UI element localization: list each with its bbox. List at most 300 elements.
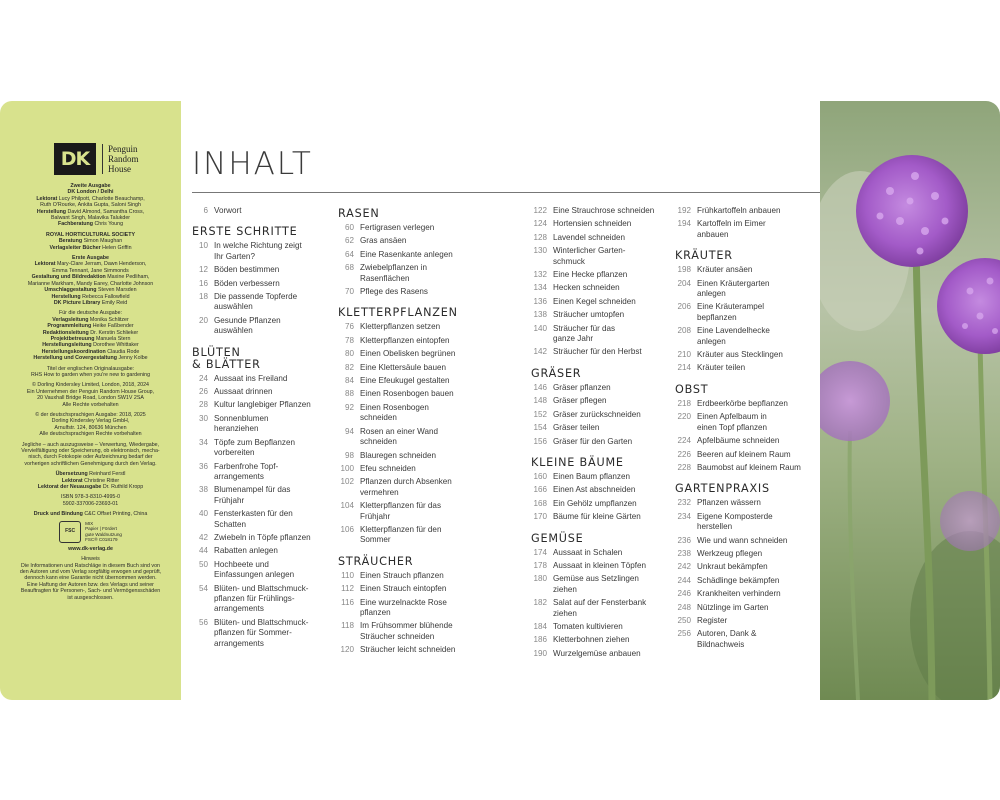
imprint-names: Heike Faßbender xyxy=(92,323,134,330)
toc-section-heading: STRÄUCHER xyxy=(338,554,414,568)
fsc-text-line: Papier | Fördert xyxy=(85,526,117,532)
toc-page-number: 98 xyxy=(344,450,354,460)
toc-entry-label: Die passende Topferde auswählen xyxy=(214,292,298,312)
toc-column-1 xyxy=(192,206,332,652)
imprint-heading: ROYAL HORTICULTURAL SOCIETY xyxy=(46,231,135,238)
toc-entry-label: Fensterkasten für den Schatten xyxy=(214,509,293,529)
toc-entry-label: Blumenampel für das Frühjahr xyxy=(214,485,291,505)
imprint-role: Verlagsleitung xyxy=(52,316,90,323)
toc-entry-label: Hortensien schneiden xyxy=(553,219,632,229)
toc-page-number: 130 xyxy=(533,246,547,256)
toc-page-number: 44 xyxy=(198,546,208,556)
imprint-names: Reinhard Ferstl xyxy=(89,471,126,478)
toc-page-number: 100 xyxy=(340,463,354,473)
toc-entry xyxy=(531,472,675,482)
imprint-role: Herstellung xyxy=(36,208,68,215)
dk-penguin-random-house-logo xyxy=(54,143,175,175)
toc-entry-label: Pflanzen wässern xyxy=(697,498,761,508)
toc-entry xyxy=(192,438,332,459)
toc-entry xyxy=(192,462,332,483)
toc-entry xyxy=(531,512,675,522)
toc-entry xyxy=(192,546,332,556)
toc-section-heading: GRÄSER xyxy=(531,366,582,380)
notice-line: Beauftragten für Personen-, Sach- und Vermögensschäden xyxy=(20,588,161,595)
toc-page-number: 250 xyxy=(677,615,691,625)
toc-entry xyxy=(531,635,675,645)
toc-entry-label: Gemüse aus Setzlingen ziehen xyxy=(553,574,639,594)
toc-entry xyxy=(192,560,332,581)
toc-entry xyxy=(338,584,528,594)
toc-page-number: 146 xyxy=(533,382,547,392)
toc-entry-label: Eine Lavendelhecke anlegen xyxy=(697,326,770,346)
toc-section-heading: ERSTE SCHRITTE xyxy=(192,225,298,239)
toc-page-number: 248 xyxy=(677,602,691,612)
imprint-role: Herstellung xyxy=(51,293,83,300)
toc-entry-label: Sträucher für das ganze Jahr xyxy=(553,323,616,344)
toc-entry-label: Einen Apfelbaum in einen Topf pflanzen xyxy=(697,412,768,432)
imprint-text-line: 20 Vauxhall Bridge Road, London SW1V 2SA xyxy=(37,395,144,402)
imprint-text-line: RHS How to garden when you're new to gardening xyxy=(30,371,151,378)
imprint-text-line: © der deutschsprachigen Ausgabe: 2018, 2025 xyxy=(35,412,146,418)
toc-column-2 xyxy=(338,206,528,659)
imprint-text-line: Balwant Singh, Malavika Talukder xyxy=(50,215,131,222)
imprint-role: Programmleitung xyxy=(47,323,93,330)
toc-entry-label: Einen Strauch pflanzen xyxy=(360,570,444,580)
toc-page-number: 170 xyxy=(533,512,547,522)
toc-page-number: 112 xyxy=(341,584,354,594)
toc-entry-label: Kräuter ansäen xyxy=(697,265,753,275)
toc-entry xyxy=(675,549,820,559)
toc-entry-label: Unkraut bekämpfen xyxy=(697,562,768,572)
imprint-line xyxy=(6,461,175,467)
toc-entry xyxy=(675,536,820,546)
toc-page-number: 154 xyxy=(533,423,547,433)
notice-line: Hinweis xyxy=(81,556,100,563)
fsc-label xyxy=(6,521,175,543)
imprint-names: Claudia Rode xyxy=(107,348,140,355)
imprint-names: Emily Reid xyxy=(101,299,128,306)
allium-flower-photo xyxy=(820,101,1000,700)
imprint-text-line: Titel der englischen Originalausgabe: xyxy=(46,365,135,372)
toc-title: INHALT xyxy=(192,146,313,182)
toc-entry-label: Zwiebeln in Töpfe pflanzen xyxy=(214,532,311,542)
toc-entry-label: Einen Obelisken begrünen xyxy=(360,349,456,359)
toc-entry xyxy=(338,645,528,655)
toc-page-number: 174 xyxy=(533,547,547,557)
toc-entry xyxy=(192,316,332,337)
imprint-names: Christine Ritter xyxy=(84,477,120,484)
toc-entry-label: Blüten- und Blattschmuck- pflanzen für Frühlings- arrangements xyxy=(214,583,309,614)
toc-entry xyxy=(338,525,528,546)
toc-page-number: 62 xyxy=(344,236,354,246)
toc-entry xyxy=(338,621,528,642)
toc-page-number: 88 xyxy=(344,389,354,399)
toc-page-number: 118 xyxy=(341,621,354,631)
toc-page-number: 136 xyxy=(533,296,547,306)
imprint-role: Lektorat xyxy=(61,477,85,484)
toc-entry-label: Sträucher für den Herbst xyxy=(553,347,642,357)
toc-entry xyxy=(531,324,675,345)
toc-entry-label: Aussaat in Schalen xyxy=(553,547,623,557)
toc-page-number: 24 xyxy=(198,373,208,383)
toc-page-number: 138 xyxy=(533,310,547,320)
imprint-text-line: ISBN 978-3-8310-4995-0 xyxy=(60,494,121,501)
toc-entry-label: Kletterpflanzen für das Frühjahr xyxy=(360,501,441,521)
toc-entry-label: Aussaat drinnen xyxy=(214,387,273,397)
toc-entry-label: Apfelbäume schneiden xyxy=(697,436,780,446)
toc-page-number: 42 xyxy=(198,532,208,542)
imprint-names: Simon Maughan xyxy=(83,238,123,245)
toc-page-number: 156 xyxy=(533,436,547,446)
imprint-names: Monika Schlitzer xyxy=(89,316,129,323)
toc-page-number: 228 xyxy=(677,462,691,472)
toc-entry-label: Autoren, Dank & Bildnachweis xyxy=(697,629,757,649)
toc-entry-label: Kräuter teilen xyxy=(697,363,746,373)
imprint-names: Dorothee Whittaker xyxy=(93,342,139,349)
toc-page-number: 28 xyxy=(198,400,208,410)
imprint-text-line: © Dorling Kindersley Limited, London, 2018, 2024 xyxy=(32,382,149,389)
toc-entry xyxy=(531,561,675,571)
fsc-text-line: FSC® C018179 xyxy=(85,537,118,543)
toc-entry-label: Aussaat in kleinen Töpfen xyxy=(553,560,646,570)
toc-page-number: 226 xyxy=(677,449,691,459)
toc-page-number: 36 xyxy=(198,461,208,471)
toc-entry-label: Eine Klettersäule bauen xyxy=(360,362,446,372)
toc-entry-label: Gesunde Pflanzen auswählen xyxy=(214,315,281,336)
toc-entry xyxy=(675,512,820,533)
allium-illustration xyxy=(820,101,1000,700)
imprint-role: Herstellungsleitung xyxy=(42,342,94,349)
toc-entry xyxy=(675,350,820,360)
toc-page-number: 64 xyxy=(344,249,354,259)
toc-page-number: 60 xyxy=(344,223,354,232)
toc-page-number: 110 xyxy=(341,570,354,580)
imprint-names: Manuela Stern xyxy=(95,335,131,342)
imprint-text-line: Arnulfstr. 124, 80636 München xyxy=(54,424,127,431)
toc-page-number: 38 xyxy=(198,485,208,495)
publisher-line: House xyxy=(108,164,131,174)
toc-page-number: 124 xyxy=(533,219,547,229)
toc-page-number: 120 xyxy=(340,645,354,655)
title-rule xyxy=(192,192,820,193)
toc-entry xyxy=(338,250,528,260)
toc-entry-label: Zwiebelpflanzen in Rasenflächen xyxy=(360,263,428,283)
imprint-names: Lucy Philpott, Charlotte Beauchamp, xyxy=(58,195,145,202)
toc-entry-label: Einen Rosenbogen schneiden xyxy=(360,402,429,423)
toc-entry xyxy=(192,509,332,530)
toc-section-heading: RASEN xyxy=(338,207,380,220)
toc-entry xyxy=(192,387,332,397)
toc-entry xyxy=(531,270,675,280)
toc-page-number: 106 xyxy=(340,524,354,534)
toc-entry xyxy=(531,297,675,307)
toc-entry xyxy=(531,649,675,659)
imprint-text-line: Marianne Markham, Mandy Earey, Charlotte Johnson xyxy=(27,280,154,287)
toc-page-number: 128 xyxy=(533,232,547,242)
toc-page-number: 152 xyxy=(533,409,547,419)
toc-section-heading: BLÜTEN & BLÄTTER xyxy=(192,345,261,371)
toc-entry-label: Bäume für kleine Gärten xyxy=(553,512,641,522)
toc-page-number: 10 xyxy=(198,241,208,251)
imprint-role: Beratung xyxy=(58,238,84,245)
toc-page-number: 70 xyxy=(344,287,354,297)
imprint-text-line: 5902-337006-23693-01 xyxy=(62,500,119,507)
toc-entry-label: Eigene Komposterde herstellen xyxy=(697,511,773,532)
imprint-names: Rebecca Fallowfield xyxy=(82,293,130,300)
imprint-role: Herstellung und Covergestaltung xyxy=(33,355,119,362)
toc-page-number: 102 xyxy=(340,477,354,487)
toc-entry xyxy=(531,219,675,229)
toc-entry-label: Einen Strauch eintopfen xyxy=(360,584,447,594)
toc-entry xyxy=(531,233,675,243)
toc-entry xyxy=(675,450,820,460)
toc-entry xyxy=(338,287,528,297)
toc-page-number: 68 xyxy=(344,263,354,273)
toc-entry xyxy=(192,618,332,649)
toc-entry-label: Gräser für den Garten xyxy=(553,436,633,446)
toc-entry xyxy=(338,322,528,332)
imprint-heading: Zweite Ausgabe xyxy=(70,183,111,189)
toc-column-4 xyxy=(675,206,820,653)
imprint-role: Umschlaggestaltung xyxy=(44,287,98,294)
imprint-role: Lektorat xyxy=(36,195,59,202)
toc-page-number: 82 xyxy=(344,362,354,372)
toc-entry xyxy=(675,399,820,409)
fsc-tree-icon: FSC xyxy=(59,521,81,543)
toc-page-number: 134 xyxy=(533,283,547,293)
toc-page-number: 198 xyxy=(677,265,691,275)
toc-entry xyxy=(531,396,675,406)
imprint-names: Maxine Pedliham, xyxy=(107,274,150,281)
toc-page-number: 160 xyxy=(533,471,547,481)
toc-page-number: 76 xyxy=(344,322,354,332)
imprint-text-line: Alle Rechte vorbehalten xyxy=(62,401,119,408)
imprint-names: Helen Griffin xyxy=(102,244,132,251)
toc-page-number: 84 xyxy=(344,376,354,386)
toc-entry-label: Schädlinge bekämpfen xyxy=(697,575,780,585)
toc-entry xyxy=(338,464,528,474)
toc-entry xyxy=(675,463,820,473)
toc-page-number: 132 xyxy=(533,270,547,280)
toc-page-number: 148 xyxy=(533,396,547,406)
imprint-heading: Erste Ausgabe xyxy=(72,255,109,262)
toc-entry xyxy=(192,206,332,216)
toc-entry-label: Register xyxy=(697,615,728,625)
toc-entry xyxy=(192,265,332,275)
toc-entry-label: Tomaten kultivieren xyxy=(553,621,623,631)
toc-entry xyxy=(675,589,820,599)
notice-line: dennoch kann eine Garantie nicht übernommen werden. xyxy=(24,575,157,582)
toc-page-number: 234 xyxy=(677,511,691,521)
toc-entry xyxy=(192,533,332,543)
toc-entry xyxy=(531,437,675,447)
toc-page-number: 56 xyxy=(198,617,208,627)
toc-page-number: 92 xyxy=(344,402,354,412)
toc-page-number: 204 xyxy=(677,278,691,288)
toc-entry xyxy=(338,477,528,498)
toc-entry-label: Kletterpflanzen setzen xyxy=(360,322,441,332)
imprint-text-line: Dorling Kindersley Verlag GmbH, xyxy=(51,418,130,425)
toc-entry xyxy=(675,326,820,347)
imprint-role: Gestaltung und Bildredaktion xyxy=(31,274,108,281)
toc-entry-label: Gras ansäen xyxy=(360,236,407,246)
imprint-role: Herstellungskoordination xyxy=(41,348,108,355)
toc-page-number: 26 xyxy=(198,387,208,397)
imprint-text-line: nisch, durch Fotokopie oder Aufzeichnung bedarf der xyxy=(28,454,153,461)
toc-entry xyxy=(192,292,332,313)
toc-entry xyxy=(338,598,528,619)
toc-entry xyxy=(675,576,820,586)
toc-entry-label: Beeren auf kleinem Raum xyxy=(697,449,791,459)
toc-entry xyxy=(531,499,675,509)
publisher-line: Random xyxy=(108,154,139,164)
fsc-text-line: gute Waldnutzung xyxy=(85,531,122,537)
toc-entry xyxy=(675,629,820,650)
imprint-names: Dr. Ruthild Kropp xyxy=(102,484,144,491)
toc-entry-label: Pflege des Rasens xyxy=(360,287,428,297)
toc-page-number: 214 xyxy=(677,363,691,373)
toc-entry xyxy=(675,206,820,216)
toc-entry xyxy=(531,485,675,495)
toc-entry-label: Töpfe zum Bepflanzen vorbereiten xyxy=(214,437,295,458)
toc-page-number: 178 xyxy=(533,560,547,570)
toc-entry xyxy=(675,279,820,300)
toc-entry xyxy=(192,400,332,410)
toc-page-number: 236 xyxy=(677,535,691,545)
notice-line: den Autoren und vom Verlag sorgfältig erwogen und geprüft, xyxy=(19,568,162,575)
toc-entry xyxy=(192,485,332,506)
toc-page-number: 78 xyxy=(344,335,354,345)
toc-page-number: 246 xyxy=(677,589,691,599)
imprint-role: Redaktionsleitung xyxy=(42,329,91,336)
toc-entry xyxy=(338,236,528,246)
toc-entry xyxy=(675,616,820,626)
toc-entry xyxy=(531,574,675,595)
toc-entry xyxy=(192,241,332,262)
penguin-random-house-wordmark xyxy=(102,144,139,174)
toc-page-number: 210 xyxy=(677,350,691,360)
notice-line: Die Informationen und Ratschläge in diesem Buch sind von xyxy=(21,562,160,569)
fsc-text xyxy=(85,521,122,543)
imprint-text-line: vorherigen schriftlichen Genehmigung durch den Verlag. xyxy=(24,460,157,467)
toc-page-number: 238 xyxy=(677,548,691,558)
toc-entry xyxy=(531,283,675,293)
toc-entry xyxy=(531,310,675,320)
imprint-block-group xyxy=(6,183,175,601)
toc-entry-label: Frühkartoffeln anbauen xyxy=(697,206,781,215)
toc-entry-label: Hochbeete und Einfassungen anlegen xyxy=(214,559,295,580)
toc-entry xyxy=(338,501,528,522)
toc-entry-label: Kletterpflanzen für den Sommer xyxy=(360,524,442,545)
toc-entry xyxy=(531,206,675,216)
toc-entry-label: Einen Ast abschneiden xyxy=(553,485,636,495)
toc-entry-label: Kletterbohnen ziehen xyxy=(553,635,630,645)
toc-entry-label: Eine Kräuterampel bepflanzen xyxy=(697,302,765,322)
toc-entry xyxy=(675,498,820,508)
toc-page-number: 206 xyxy=(677,302,691,312)
imprint-role: Übersetzung xyxy=(55,471,90,478)
toc-page-number: 18 xyxy=(198,292,208,302)
imprint-names: C&C Offset Printing, China xyxy=(84,511,148,518)
toc-page-number: 12 xyxy=(198,265,208,275)
toc-entry-label: Krankheiten verhindern xyxy=(697,589,781,599)
toc-entry-label: Einen Kräutergarten anlegen xyxy=(697,278,770,299)
toc-entry-label: Lavendel schneiden xyxy=(553,232,626,242)
toc-page-number: 94 xyxy=(344,426,354,436)
notice-line: Eine Haftung der Autoren bzw. des Verlags und seiner xyxy=(27,581,154,588)
toc-entry-label: Pflanzen durch Absenken vermehren xyxy=(360,477,452,497)
toc-entry-label: Kräuter aus Stecklingen xyxy=(697,350,783,360)
toc-entry xyxy=(338,376,528,386)
toc-entry-label: Vorwort xyxy=(214,206,242,215)
toc-page-number: 242 xyxy=(677,562,691,572)
toc-entry-label: Winterlicher Garten- schmuck xyxy=(553,246,626,266)
toc-entry xyxy=(338,336,528,346)
toc-section-heading: KLETTERPFLANZEN xyxy=(338,306,458,320)
toc-entry xyxy=(192,279,332,289)
toc-entry xyxy=(531,423,675,433)
toc-page-number: 194 xyxy=(677,219,691,229)
toc-entry xyxy=(675,562,820,572)
toc-section-heading: GEMÜSE xyxy=(531,531,584,545)
imprint-text-line: Emma Tennant, Jane Simmonds xyxy=(52,267,129,274)
website-link: www.dk-verlag.de xyxy=(68,545,113,552)
imprint-text-line: Für die deutsche Ausgabe: xyxy=(58,310,123,317)
toc-entry-label: Im Frühsommer blühende Sträucher schneiden xyxy=(360,621,453,641)
imprint-heading: DK London / Delhi xyxy=(67,189,114,196)
colophon-panel xyxy=(0,101,181,700)
toc-entry-label: Kletterpflanzen eintopfen xyxy=(360,335,450,345)
toc-entry-label: Eine Strauchrose schneiden xyxy=(553,206,655,215)
toc-entry-label: Gräser zurückschneiden xyxy=(553,409,641,419)
toc-entry-label: Gräser pflanzen xyxy=(553,382,611,392)
toc-entry-label: Einen Kegel schneiden xyxy=(553,296,636,306)
toc-page-number: 244 xyxy=(677,575,691,585)
toc-page-number: 190 xyxy=(533,648,547,658)
imprint-line xyxy=(6,372,175,378)
toc-page-number: 184 xyxy=(533,621,547,631)
notice-line: ist ausgeschlossen. xyxy=(67,594,114,601)
toc-page-number: 180 xyxy=(533,574,547,584)
toc-section-heading: KRÄUTER xyxy=(675,249,733,263)
toc-entry xyxy=(338,349,528,359)
toc-page-number: 220 xyxy=(677,412,691,422)
imprint-text-line: Ruth O'Rourke, Ankita Gupta, Saloni Singh xyxy=(40,202,141,209)
toc-page-number: 34 xyxy=(198,437,208,447)
imprint-role: Projektbetreuung xyxy=(50,335,96,342)
toc-page-number: 40 xyxy=(198,509,208,519)
toc-page-number: 142 xyxy=(533,347,547,357)
toc-entry xyxy=(531,548,675,558)
imprint-role: DK Picture Library xyxy=(53,299,102,306)
toc-column-3 xyxy=(531,206,675,662)
toc-entry xyxy=(531,598,675,619)
toc-page-number: 54 xyxy=(198,583,208,593)
toc-entry xyxy=(338,389,528,399)
imprint-role: Lektorat der Neuausgabe xyxy=(37,484,103,491)
toc-entry-label: Blauregen schneiden xyxy=(360,450,437,460)
toc-entry xyxy=(192,414,332,435)
toc-entry xyxy=(531,383,675,393)
toc-entry xyxy=(675,219,820,240)
toc-page-number: 232 xyxy=(677,498,691,508)
toc-entry-label: Efeu schneiden xyxy=(360,463,416,473)
toc-entry-label: Erdbeerkörbe bepflanzen xyxy=(697,398,788,408)
toc-page-number: 122 xyxy=(533,206,547,215)
toc-page-number: 224 xyxy=(677,436,691,446)
toc-entry-label: Ein Gehölz umpflanzen xyxy=(553,498,637,508)
toc-entry xyxy=(531,347,675,357)
